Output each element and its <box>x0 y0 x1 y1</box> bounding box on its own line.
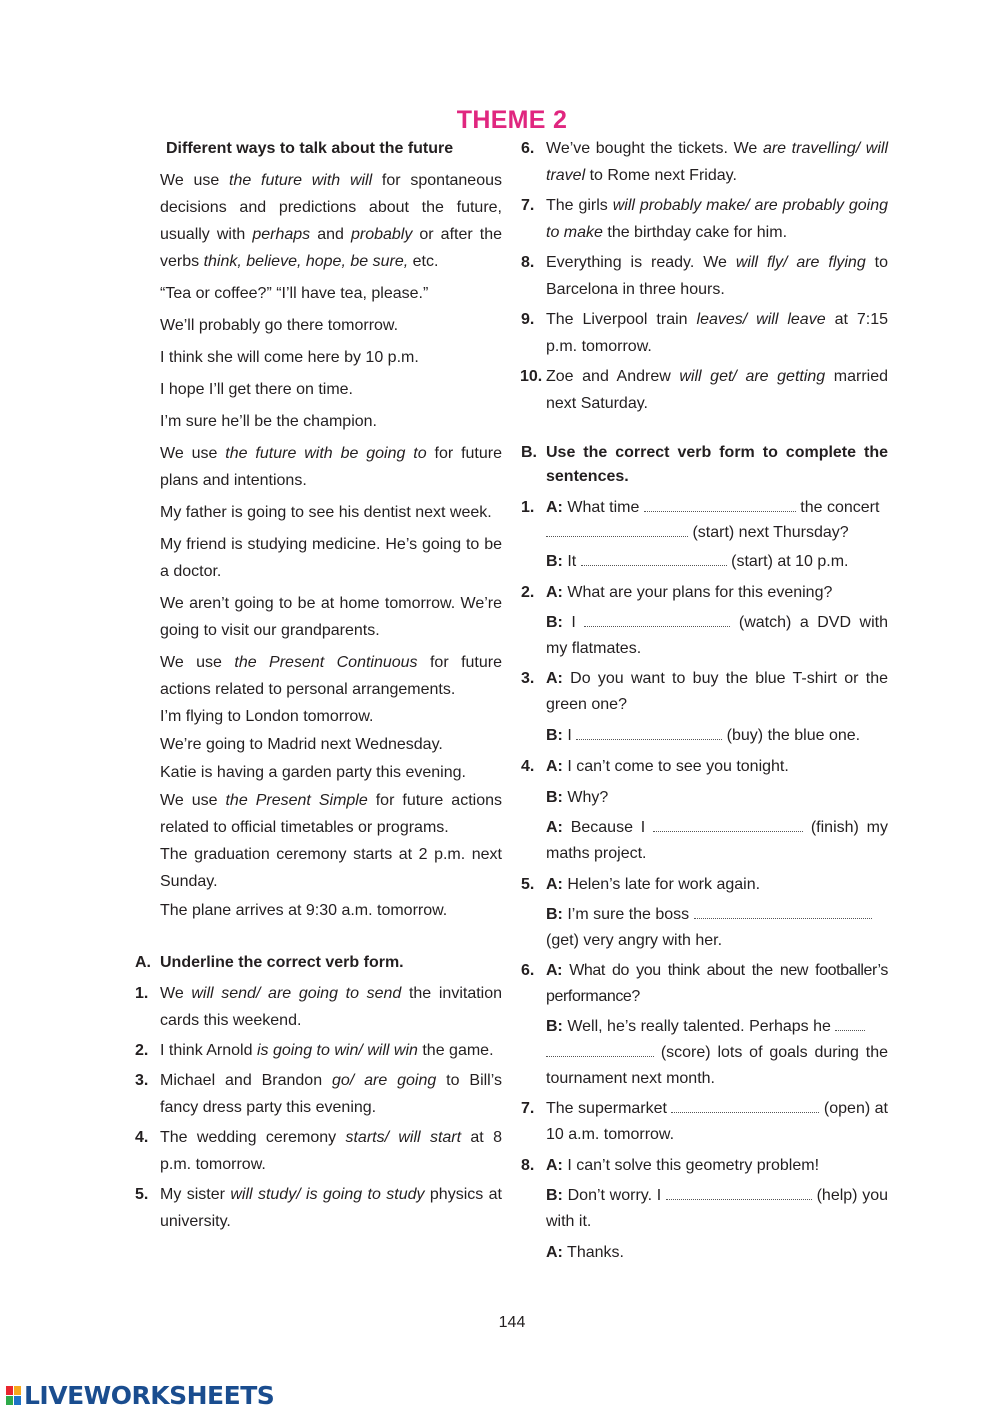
page-title: THEME 2 <box>456 106 568 134</box>
verb-options[interactable]: will probably make/ are probably going to make <box>546 197 888 241</box>
answer-blank[interactable] <box>644 497 796 512</box>
dialogue-line: A: Thanks. <box>546 1244 624 1261</box>
dialogue-line: 2. A: What are your plans for this evening? <box>521 584 833 601</box>
dialogue-line: B: I (watch) a DVD with my flatmates. <box>546 614 889 657</box>
exercise-item: 9. The Liverpool train leaves/ will leave at 7:15 p.m. tomorrow. <box>521 311 889 355</box>
example-line: I’m flying to London tomorrow. <box>160 708 374 725</box>
page-number: 144 <box>498 1314 526 1331</box>
dialogue-line: A: Because I (finish) my maths project. <box>546 819 888 862</box>
dialogue-line: 5. A: Helen’s late for work again. <box>521 876 761 893</box>
example-line: We’ll probably go there tomorrow. <box>160 317 399 334</box>
verb-options[interactable]: will fly/ are flying <box>735 254 866 271</box>
example-line: We aren’t going to be at home tomorrow. We’re going to visit our grandparents. <box>160 595 502 639</box>
exercise-item: 10. Zoe and Andrew will get/ are getting married next Saturday. <box>520 368 889 412</box>
dialogue-line: B: It (start) at 10 p.m. <box>546 553 849 570</box>
dialogue-line: 4. A: I can’t come to see you tonight. <box>521 758 789 775</box>
dialogue-line: B: Don’t worry. I (help) you with it. <box>546 1187 889 1230</box>
dialogue-line: 3. A: Do you want to buy the blue T-shirt or the green one? <box>521 670 888 713</box>
exercise-item: 7. The girls will probably make/ are probably going to make the birthday cake for him. <box>521 197 888 241</box>
brand-logo[interactable] <box>6 1381 274 1410</box>
example-line: The plane arrives at 9:30 a.m. tomorrow. <box>160 902 448 919</box>
dialogue-line: B: Why? <box>546 789 609 806</box>
answer-blank[interactable] <box>666 1185 812 1200</box>
exercise-item: 1. We will send/ are going to send the invitation cards this weekend. <box>135 985 503 1029</box>
exercise-item: 2. I think Arnold is going to win/ will win the game. <box>135 1042 494 1059</box>
dialogue-line: 6. A: What do you think about the new footballer’s performance? <box>521 962 888 1005</box>
dialogue-line: B: I (buy) the blue one. <box>546 727 861 744</box>
brand-name: LIVEWORKSHEETS <box>24 1381 275 1410</box>
dialogue-line: 1. A: What time the concert (start) next Thursday? <box>521 499 880 541</box>
exercise-item: 8. Everything is ready. We will fly/ are flying to Barcelona in three hours. <box>521 254 888 298</box>
answer-blank[interactable] <box>835 1016 865 1031</box>
exercise-item: 6. We’ve bought the tickets. We are travelling/ will travel to Rome next Friday. <box>521 140 888 184</box>
simple-rule: We use the Present Simple for future actions related to official timetables or programs. <box>160 792 502 836</box>
exercise-b-heading: B. Use the correct verb form to complete the sentences. <box>521 444 888 485</box>
example-line: I think she will come here by 10 p.m. <box>160 349 419 366</box>
right-column <box>520 135 889 1269</box>
verb-options[interactable]: starts/ will start <box>345 1129 462 1146</box>
example-line: Katie is having a garden party this evening. <box>160 764 466 781</box>
exercise-item: 3. Michael and Brandon go/ are going to Bill’s fancy dress party this evening. <box>135 1072 503 1116</box>
answer-blank[interactable] <box>581 551 727 566</box>
verb-options[interactable]: leaves/ will leave <box>696 311 826 328</box>
verb-options[interactable]: is going to win/ will win <box>256 1042 418 1059</box>
logo-grid-icon <box>6 1386 21 1405</box>
exercise-a-heading: A. Underline the correct verb form. <box>135 954 404 971</box>
will-rule: We use the future with will for spontaneous decisions and predictions about the future, usually with perhaps and probably or after the verbs think, believe, hope, be sure, etc. <box>160 172 503 270</box>
answer-blank[interactable] <box>546 522 688 537</box>
example-line: I hope I’ll get there on time. <box>160 381 353 398</box>
going-to-rule: We use the future with be going to for future plans and intentions. <box>160 445 503 489</box>
answer-blank[interactable] <box>671 1098 819 1113</box>
example-line: I’m sure he’ll be the champion. <box>160 413 377 430</box>
dialogue-line: B: I’m sure the boss (get) very angry with her. <box>546 902 888 954</box>
dialogue-line: B: Well, he’s really talented. Perhaps he (score) lots of goals during the tournament next month. <box>546 1018 888 1087</box>
left-column <box>135 135 503 1238</box>
answer-blank[interactable] <box>546 1042 654 1057</box>
example-line: My father is going to see his dentist next week. <box>160 504 492 521</box>
verb-options[interactable]: go/ are going <box>331 1072 437 1089</box>
verb-options[interactable]: are travelling/ will travel <box>546 140 888 184</box>
answer-blank[interactable] <box>584 612 730 627</box>
example-line: My friend is studying medicine. He’s going to be a doctor. <box>160 536 502 580</box>
theory-heading: Different ways to talk about the future <box>166 140 454 157</box>
answer-blank[interactable] <box>694 904 872 919</box>
continuous-rule: We use the Present Continuous for future actions related to personal arrangements. <box>160 654 503 698</box>
answer-blank[interactable] <box>576 725 722 740</box>
example-line: “Tea or coffee?” “I’ll have tea, please.” <box>160 285 429 302</box>
verb-options[interactable]: will send/ are going to send <box>191 985 402 1002</box>
exercise-item: 4. The wedding ceremony starts/ will start at 8 p.m. tomorrow. <box>135 1129 502 1173</box>
example-line: The graduation ceremony starts at 2 p.m. next Sunday. <box>160 846 502 890</box>
exercise-item: 5. My sister will study/ is going to study physics at university. <box>135 1186 502 1230</box>
example-line: We’re going to Madrid next Wednesday. <box>160 736 443 753</box>
verb-options[interactable]: will study/ is going to study <box>230 1186 425 1203</box>
answer-blank[interactable] <box>653 817 803 832</box>
verb-options[interactable]: will get/ are getting <box>679 368 826 385</box>
dialogue-line: 8. A: I can’t solve this geometry problem! <box>521 1157 820 1174</box>
sentence-line: 7. The supermarket (open) at 10 a.m. tomorrow. <box>521 1100 888 1143</box>
